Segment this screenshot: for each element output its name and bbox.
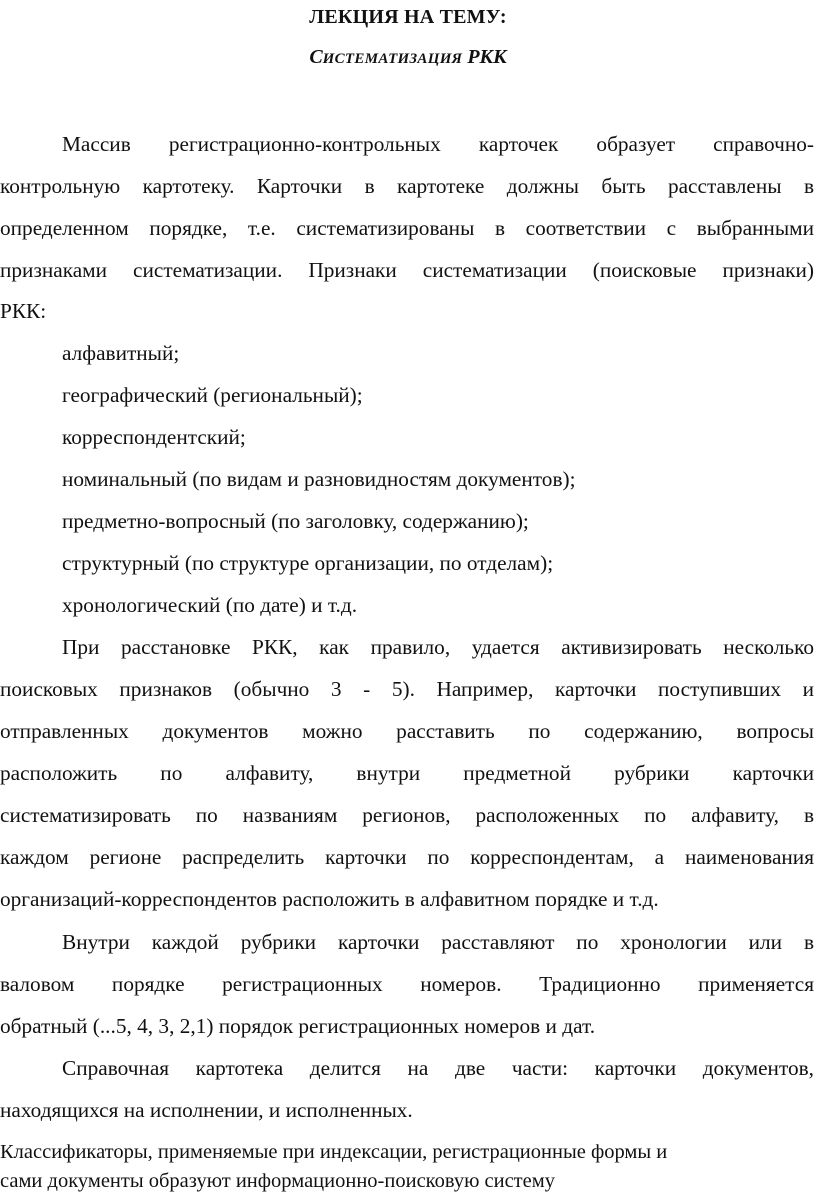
feature-item: географический (региональный); bbox=[62, 383, 363, 407]
paragraph2-line: расположить по алфавиту, внутри предметной рубрики карточки bbox=[0, 761, 814, 785]
paragraph3-line: Внутри каждой рубрики карточки расставляют по хронологии или в bbox=[62, 930, 814, 954]
feature-item: хронологический (по дате) и т.д. bbox=[62, 593, 358, 617]
paragraph1-line: Массив регистрационно-контрольных карточек образует справочно- bbox=[62, 132, 814, 156]
feature-item: структурный (по структуре организации, по отделам); bbox=[62, 551, 554, 575]
paragraph1-line: контрольную картотеку. Карточки в картотеке должны быть расставлены в bbox=[0, 174, 814, 198]
paragraph2-line: систематизировать по названиям регионов, расположенных по алфавиту, в bbox=[0, 803, 814, 827]
paragraph1-line: признаками систематизации. Признаки систематизации (поисковые признаки) bbox=[0, 258, 814, 282]
subtitle-smallcaps: ИСТЕМАТИЗАЦИЯ bbox=[322, 51, 463, 67]
paragraph1-line: РКК: bbox=[0, 299, 47, 323]
paragraph1-line: определенном порядке, т.е. систематизированы в соответствии с выбранными bbox=[0, 216, 814, 240]
feature-item: алфавитный; bbox=[62, 341, 180, 365]
paragraph3-line: обратный (...5, 4, 3, 2,1) порядок регистрационных номеров и дат. bbox=[0, 1014, 596, 1038]
paragraph5-line: Классификаторы, применяемые при индексации, регистрационные формы и bbox=[0, 1141, 668, 1163]
feature-item: корреспондентский; bbox=[62, 425, 246, 449]
subtitle-end: РКК bbox=[462, 46, 507, 68]
paragraph4-line: Справочная картотека делится на две части: карточки документов, bbox=[62, 1056, 814, 1080]
subtitle-initial: С bbox=[309, 46, 323, 68]
paragraph2-line: При расстановке РКК, как правило, удается активизировать несколько bbox=[62, 635, 814, 659]
paragraph2-line: отправленных документов можно расставить по содержанию, вопросы bbox=[0, 719, 814, 743]
paragraph4-line: находящихся на исполнении, и исполненных. bbox=[0, 1098, 413, 1122]
paragraph2-line: поисковых признаков (обычно 3 - 5). Например, карточки поступивших и bbox=[0, 677, 814, 701]
lecture-title: ЛЕКЦИЯ НА ТЕМУ: bbox=[309, 6, 507, 28]
lecture-subtitle bbox=[0, 44, 816, 72]
paragraph5-line: сами документы образуют информационно-поисковую систему bbox=[0, 1170, 555, 1192]
paragraph3-line: валовом порядке регистрационных номеров. Традиционно применяется bbox=[0, 972, 814, 996]
paragraph2-line: каждом регионе распределить карточки по корреспондентам, а наименования bbox=[0, 845, 814, 869]
feature-item: предметно-вопросный (по заголовку, содержанию); bbox=[62, 509, 529, 533]
paragraph2-line: организаций-корреспондентов расположить в алфавитном порядке и т.д. bbox=[0, 887, 659, 911]
feature-item: номинальный (по видам и разновидностям документов); bbox=[62, 467, 576, 491]
